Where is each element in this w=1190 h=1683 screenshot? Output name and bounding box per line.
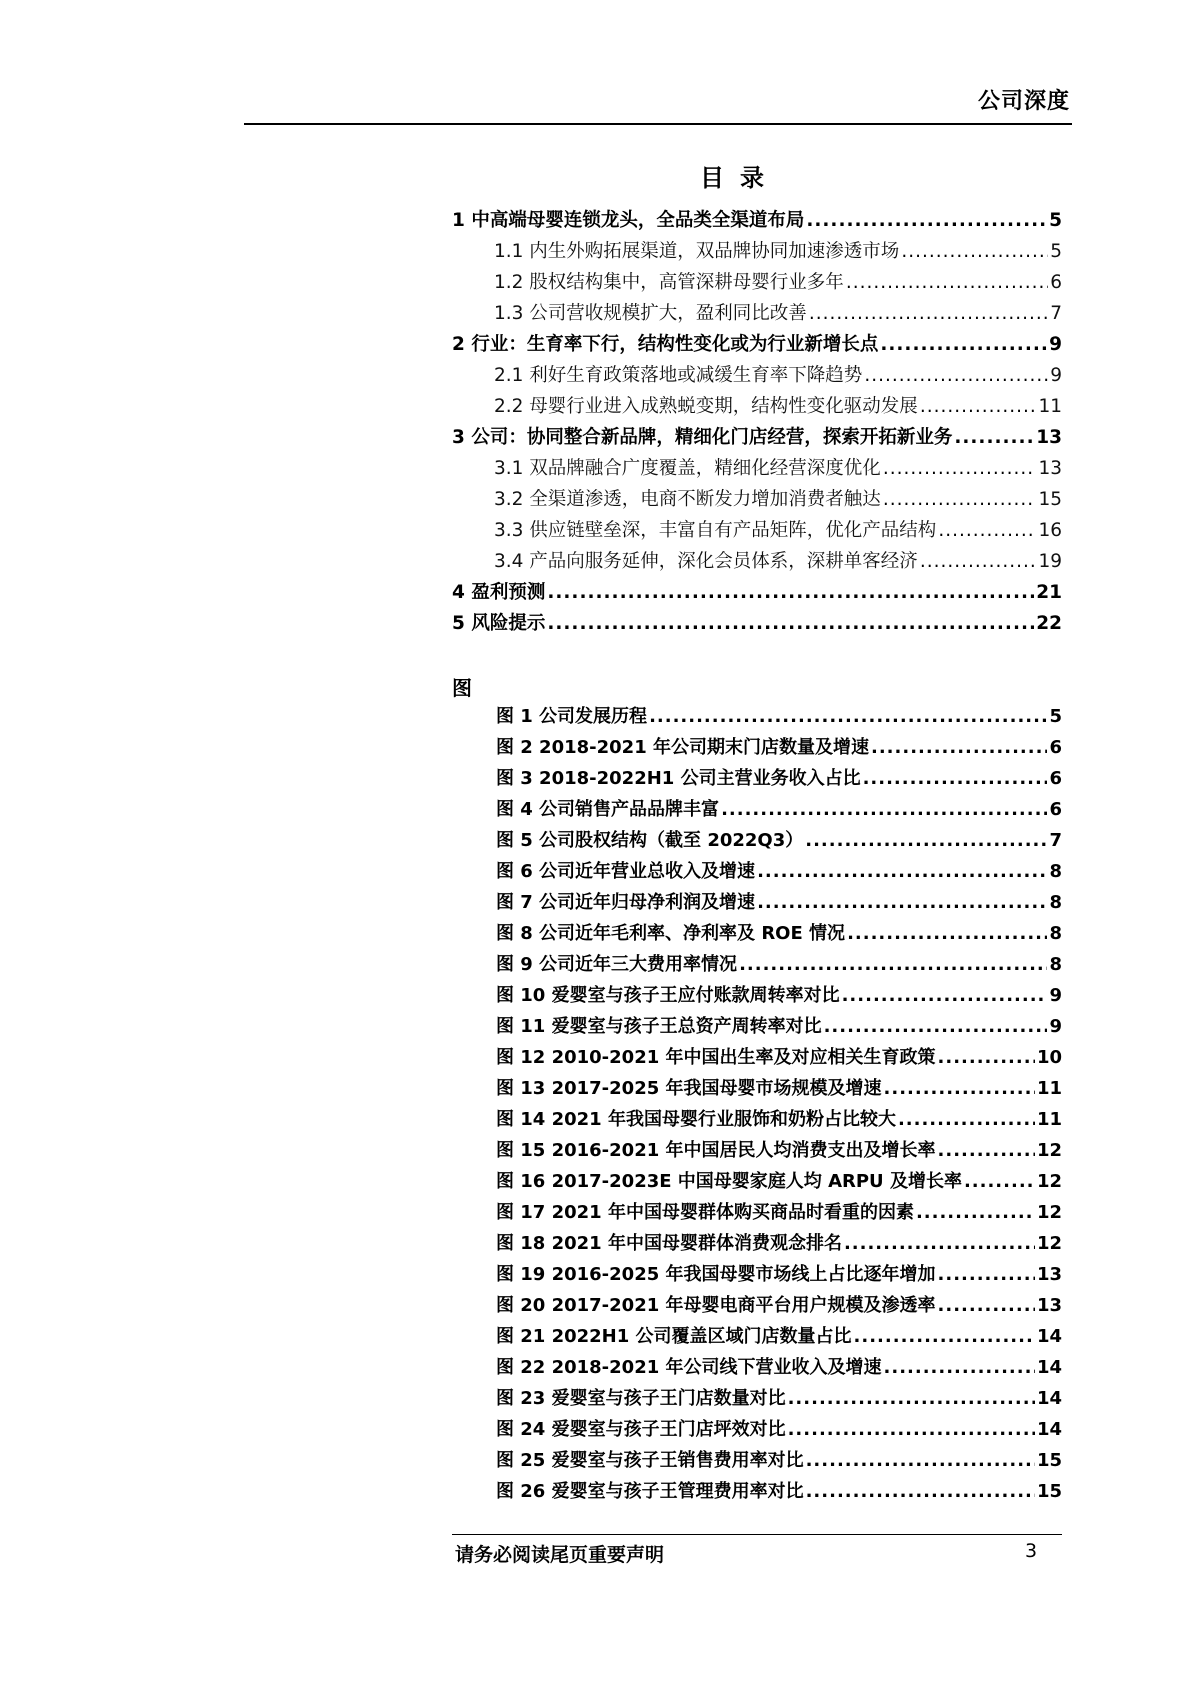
entry-title: 图 18 2021 年中国母婴群体消费观念排名: [496, 1233, 842, 1254]
figure-entry[interactable]: [496, 919, 1062, 950]
toc-entry[interactable]: [452, 361, 1062, 392]
dot-leader: [739, 954, 1047, 975]
figure-entry[interactable]: [496, 1167, 1062, 1198]
dot-leader: [854, 1326, 1035, 1347]
entry-page-number: 12: [1036, 1202, 1062, 1223]
entry-title: 图 9 公司近年三大费用率情况: [496, 954, 738, 975]
entry-page-number: 5: [1050, 241, 1062, 262]
toc-entry[interactable]: [452, 206, 1062, 237]
dot-leader: [864, 365, 1048, 386]
entry-page-number: 11: [1036, 1109, 1062, 1130]
entry-title: 图 1 公司发展历程: [496, 706, 648, 727]
dot-leader: [954, 427, 1034, 448]
entry-page-number: 8: [1049, 954, 1062, 975]
entry-page-number: 6: [1049, 737, 1062, 758]
figure-list: [496, 702, 1062, 1508]
dot-leader: [788, 1388, 1035, 1409]
dot-leader: [847, 923, 1047, 944]
entry-page-number: 15: [1038, 489, 1062, 510]
toc-entry[interactable]: [452, 485, 1062, 516]
entry-page-number: 5: [1049, 706, 1062, 727]
entry-page-number: 5: [1049, 210, 1062, 231]
entry-title: 图 21 2022H1 公司覆盖区域门店数量占比: [496, 1326, 852, 1347]
entry-page-number: 21: [1036, 582, 1062, 603]
dot-leader: [884, 1078, 1035, 1099]
entry-title: 2.2 母婴行业进入成熟蜕变期，结构性变化驱动发展: [494, 396, 918, 417]
entry-title: 3.1 双品牌融合广度覆盖，精细化经营深度优化: [494, 458, 881, 479]
header-title: 公司深度: [977, 89, 1070, 114]
figure-entry[interactable]: [496, 1074, 1062, 1105]
figure-entry[interactable]: [496, 1384, 1062, 1415]
toc-entry[interactable]: [452, 392, 1062, 423]
header-divider: [244, 123, 1072, 125]
figure-entry[interactable]: [496, 1012, 1062, 1043]
figure-entry[interactable]: [496, 1043, 1062, 1074]
dot-leader: [901, 241, 1048, 262]
dot-leader: [871, 737, 1047, 758]
dot-leader: [824, 1016, 1048, 1037]
entry-page-number: 12: [1036, 1171, 1062, 1192]
dot-leader: [938, 1047, 1035, 1068]
figure-entry[interactable]: [496, 795, 1062, 826]
entry-title: 图 4 公司销售产品品牌丰富: [496, 799, 720, 820]
entry-title: 3.3 供应链壁垒深，丰富自有产品矩阵，优化产品结构: [494, 520, 937, 541]
entry-page-number: 6: [1050, 272, 1062, 293]
figure-entry[interactable]: [496, 1260, 1062, 1291]
dot-leader: [806, 1450, 1035, 1471]
entry-title: 图 19 2016-2025 年我国母婴市场线上占比逐年增加: [496, 1264, 936, 1285]
figure-entry[interactable]: [496, 950, 1062, 981]
entry-title: 图 16 2017-2023E 中国母婴家庭人均 ARPU 及增长率: [496, 1171, 962, 1192]
entry-title: 2 行业：生育率下行，结构性变化或为行业新增长点: [452, 334, 879, 355]
entry-title: 图 20 2017-2021 年母婴电商平台用户规模及渗透率: [496, 1295, 936, 1316]
toc-list: [452, 206, 1062, 640]
dot-leader: [757, 861, 1047, 882]
entry-title: 3.2 全渠道渗透，电商不断发力增加消费者触达: [494, 489, 881, 510]
entry-page-number: 14: [1036, 1419, 1062, 1440]
entry-title: 图 8 公司近年毛利率、净利率及 ROE 情况: [496, 923, 846, 944]
toc-title: 目录: [700, 164, 780, 192]
dot-leader: [809, 303, 1048, 324]
dot-leader: [805, 830, 1047, 851]
entry-page-number: 8: [1049, 861, 1062, 882]
toc-entry[interactable]: [452, 516, 1062, 547]
entry-title: 3 公司：协同整合新品牌，精细化门店经营，探索开拓新业务: [452, 427, 953, 448]
dot-leader: [884, 1357, 1035, 1378]
figure-entry[interactable]: [496, 826, 1062, 857]
entry-title: 1.1 内生外购拓展渠道，双品牌协同加速渗透市场: [494, 241, 900, 262]
entry-page-number: 16: [1038, 520, 1062, 541]
entry-title: 图 13 2017-2025 年我国母婴市场规模及增速: [496, 1078, 882, 1099]
entry-title: 1 中高端母婴连锁龙头，全品类全渠道布局: [452, 210, 805, 231]
figure-entry[interactable]: [496, 857, 1062, 888]
dot-leader: [547, 582, 1034, 603]
dot-leader: [721, 799, 1047, 820]
figure-entry[interactable]: [496, 981, 1062, 1012]
dot-leader: [898, 1109, 1035, 1130]
entry-page-number: 14: [1036, 1388, 1062, 1409]
dot-leader: [920, 396, 1037, 417]
figure-entry[interactable]: [496, 733, 1062, 764]
entry-title: 图 25 爱婴室与孩子王销售费用率对比: [496, 1450, 804, 1471]
figure-entry[interactable]: [496, 1415, 1062, 1446]
dot-leader: [938, 1264, 1035, 1285]
figure-entry[interactable]: [496, 1322, 1062, 1353]
dot-leader: [964, 1171, 1035, 1192]
entry-page-number: 9: [1049, 334, 1062, 355]
dot-leader: [846, 272, 1048, 293]
entry-title: 4 盈利预测: [452, 582, 546, 603]
figure-entry[interactable]: [496, 1353, 1062, 1384]
footer-disclaimer: 请务必阅读尾页重要声明: [455, 1544, 665, 1566]
entry-page-number: 11: [1038, 396, 1062, 417]
figure-entry[interactable]: [496, 702, 1062, 733]
figure-entry[interactable]: [496, 1291, 1062, 1322]
entry-title: 3.4 产品向服务延伸，深化会员体系，深耕单客经济: [494, 551, 918, 572]
entry-page-number: 8: [1049, 923, 1062, 944]
entry-page-number: 11: [1036, 1078, 1062, 1099]
entry-title: 1.2 股权结构集中，高管深耕母婴行业多年: [494, 272, 844, 293]
toc-entry[interactable]: [452, 423, 1062, 454]
figure-entry[interactable]: [496, 1229, 1062, 1260]
entry-title: 图 12 2010-2021 年中国出生率及对应相关生育政策: [496, 1047, 936, 1068]
dot-leader: [883, 489, 1037, 510]
entry-page-number: 13: [1036, 1264, 1062, 1285]
dot-leader: [844, 1233, 1035, 1254]
dot-leader: [938, 520, 1036, 541]
entry-page-number: 7: [1050, 303, 1062, 324]
toc-entry[interactable]: [452, 547, 1062, 578]
entry-page-number: 6: [1049, 768, 1062, 789]
page-number: 3: [1025, 1540, 1038, 1562]
entry-page-number: 14: [1036, 1357, 1062, 1378]
figure-entry[interactable]: [496, 764, 1062, 795]
entry-page-number: 22: [1036, 613, 1062, 634]
figure-entry[interactable]: [496, 1105, 1062, 1136]
dot-leader: [880, 334, 1047, 355]
entry-title: 2.1 利好生育政策落地或减缓生育率下降趋势: [494, 365, 863, 386]
entry-title: 图 24 爱婴室与孩子王门店坪效对比: [496, 1419, 786, 1440]
toc-entry[interactable]: [452, 299, 1062, 330]
dot-leader: [938, 1140, 1035, 1161]
entry-title: 图 6 公司近年营业总收入及增速: [496, 861, 756, 882]
entry-title: 1.3 公司营收规模扩大，盈利同比改善: [494, 303, 807, 324]
dot-leader: [757, 892, 1047, 913]
dot-leader: [863, 768, 1048, 789]
entry-title: 图 17 2021 年中国母婴群体购买商品时看重的因素: [496, 1202, 914, 1223]
entry-page-number: 13: [1036, 427, 1062, 448]
dot-leader: [842, 985, 1048, 1006]
entry-page-number: 8: [1049, 892, 1062, 913]
entry-title: 图 14 2021 年我国母婴行业服饰和奶粉占比较大: [496, 1109, 896, 1130]
entry-page-number: 12: [1036, 1233, 1062, 1254]
dot-leader: [806, 210, 1047, 231]
entry-title: 图 3 2018-2022H1 公司主营业务收入占比: [496, 768, 861, 789]
dot-leader: [920, 551, 1037, 572]
toc-entry[interactable]: [452, 330, 1062, 361]
entry-title: 图 10 爱婴室与孩子王应付账款周转率对比: [496, 985, 840, 1006]
entry-page-number: 10: [1036, 1047, 1062, 1068]
dot-leader: [916, 1202, 1035, 1223]
figure-entry[interactable]: [496, 1477, 1062, 1508]
entry-title: 图 22 2018-2021 年公司线下营业收入及增速: [496, 1357, 882, 1378]
entry-title: 图 15 2016-2021 年中国居民人均消费支出及增长率: [496, 1140, 936, 1161]
dot-leader: [883, 458, 1037, 479]
entry-title: 图 23 爱婴室与孩子王门店数量对比: [496, 1388, 786, 1409]
entry-title: 图 11 爱婴室与孩子王总资产周转率对比: [496, 1016, 822, 1037]
entry-page-number: 14: [1036, 1326, 1062, 1347]
footer-divider: [452, 1534, 1062, 1535]
toc-entry[interactable]: [452, 454, 1062, 485]
toc-entry[interactable]: [452, 237, 1062, 268]
figure-entry[interactable]: [496, 1198, 1062, 1229]
entry-title: 图 2 2018-2021 年公司期末门店数量及增速: [496, 737, 869, 758]
entry-page-number: 9: [1049, 1016, 1062, 1037]
dot-leader: [938, 1295, 1035, 1316]
figure-entry[interactable]: [496, 1136, 1062, 1167]
entry-title: 图 5 公司股权结构（截至 2022Q3）: [496, 830, 804, 851]
entry-page-number: 13: [1036, 1295, 1062, 1316]
dot-leader: [788, 1419, 1035, 1440]
dot-leader: [649, 706, 1047, 727]
toc-entry[interactable]: [452, 609, 1062, 640]
figure-entry[interactable]: [496, 1446, 1062, 1477]
dot-leader: [547, 613, 1034, 634]
figure-entry[interactable]: [496, 888, 1062, 919]
entry-page-number: 12: [1036, 1140, 1062, 1161]
figure-list-heading: 图: [452, 676, 472, 700]
toc-entry[interactable]: [452, 578, 1062, 609]
entry-title: 5 风险提示: [452, 613, 546, 634]
entry-page-number: 15: [1036, 1450, 1062, 1471]
entry-page-number: 15: [1036, 1481, 1062, 1502]
entry-page-number: 19: [1038, 551, 1062, 572]
entry-title: 图 26 爱婴室与孩子王管理费用率对比: [496, 1481, 804, 1502]
dot-leader: [806, 1481, 1035, 1502]
entry-page-number: 13: [1038, 458, 1062, 479]
entry-page-number: 7: [1049, 830, 1062, 851]
toc-entry[interactable]: [452, 268, 1062, 299]
entry-title: 图 7 公司近年归母净利润及增速: [496, 892, 756, 913]
entry-page-number: 9: [1050, 365, 1062, 386]
entry-page-number: 6: [1049, 799, 1062, 820]
entry-page-number: 9: [1049, 985, 1062, 1006]
